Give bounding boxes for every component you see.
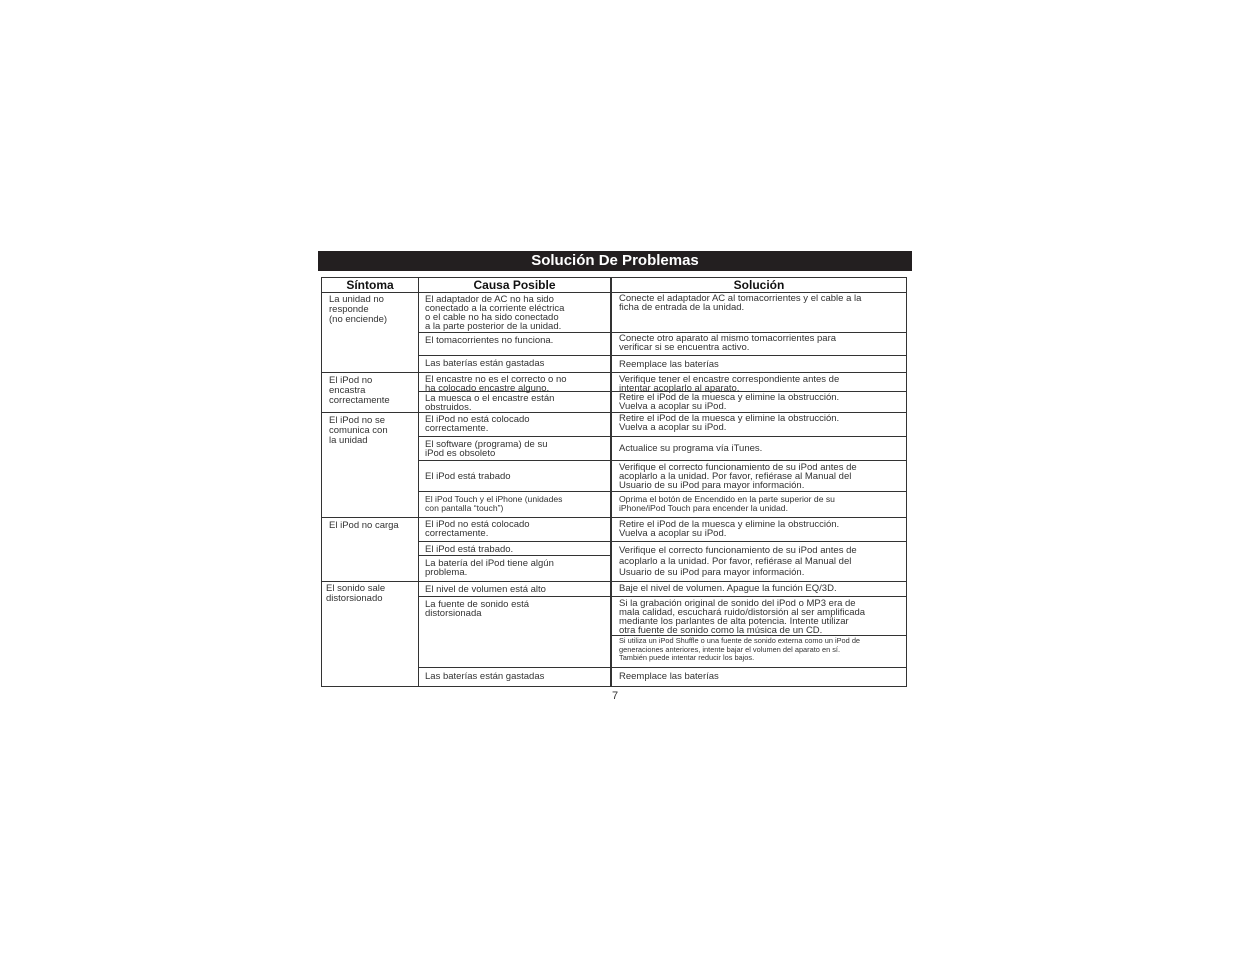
solution-text: Si la grabación original de sonido del iPod o MP3 era de mala calidad, escuchará ruido/distorsión al ser amplificada mediante los parlantes de alta potencia. Intente utilizar otra fuente de sonido como la música de un CD. [619,598,866,636]
cause-text: La fuente de sonido está distorsionada [425,599,530,619]
solution-text: Conecte otro aparato al mismo tomacorrientes para verificar si se encuentra activo. [619,333,837,353]
solution-text: Conecte el adaptador AC al tomacorrientes y el cable a la ficha de entrada de la unidad. [619,293,862,313]
header-solution: Solución [733,278,785,292]
cause-text: Las baterías están gastadas [425,358,545,369]
cause-text: El encastre no es el correcto o no ha colocado encastre alguno. [425,374,567,394]
cause-text: El iPod Touch y el iPhone (unidades con pantalla “touch”) [425,494,563,513]
solution-text: Verifique tener el encastre correspondiente antes de intentar acoplarlo al aparato. [619,374,840,394]
cause-text: El tomacorrientes no funciona. [425,335,554,346]
cause-text: El adaptador de AC no ha sido conectado a la corriente eléctrica o el cable no ha sido conectado a la parte posterior de la unidad. [425,294,565,332]
cause-text: Las baterías están gastadas [425,671,545,682]
cause-text: El nivel de volumen está alto [425,584,546,595]
solution-text: Verifique el correcto funcionamiento de su iPod antes de acoplarlo a la unidad. Por favor, refiérase al Manual del Usuario de su iPod para mayor información. [619,545,857,578]
cause-text: El iPod no está colocado correctamente. [425,414,530,434]
solution-text: Baje el nivel de volumen. Apague la función EQ/3D. [619,583,837,594]
symptom-text: La unidad no responde (no enciende) [329,294,388,325]
cause-text: La muesca o el encastre están obstruidos. [425,393,555,413]
symptom-text: El iPod no encastra correctamente [329,375,390,406]
page-number: 7 [611,690,619,702]
solution-text: Reemplace las baterías [619,359,719,370]
solution-text: Oprima el botón de Encendido en la parte superior de su iPhone/iPod Touch para encender la unidad. [619,494,835,513]
symptom-text: El iPod no se comunica con la unidad [329,415,388,446]
header-cause: Causa Posible [473,278,556,292]
solution-text: Reemplace las baterías [619,671,719,682]
troubleshooting-table [321,277,907,687]
symptom-text: El sonido sale distorsionado [326,583,386,604]
solution-text: Retire el iPod de la muesca y elimine la obstrucción. Vuelva a acoplar su iPod. [619,519,840,539]
section-title-banner: Solución De Problemas [318,251,912,271]
cause-text: La batería del iPod tiene algún problema. [425,558,554,578]
solution-text-small: Si utiliza un iPod Shuffle o una fuente de sonido externa como un iPod de generaciones anteriores, intente bajar el volumen del aparato en sí. También puede intentar reducir los bajos. [619,636,861,662]
cause-text: El iPod no está colocado correctamente. [425,519,530,539]
solution-text: Retire el iPod de la muesca y elimine la obstrucción. Vuelva a acoplar su iPod. [619,392,840,412]
solution-text: Actualice su programa vía iTunes. [619,443,763,454]
header-symptom: Síntoma [346,278,394,292]
cause-text: El iPod está trabado [425,471,511,482]
solution-text: Retire el iPod de la muesca y elimine la obstrucción. Vuelva a acoplar su iPod. [619,413,840,433]
cause-text: El software (programa) de su iPod es obsoleto [425,439,548,459]
solution-text: Verifique el correcto funcionamiento de su iPod antes de acoplarlo a la unidad. Por favor, refiérase al Manual del Usuario de su iPod para mayor información. [619,462,857,491]
symptom-text: El iPod no carga [329,520,399,531]
cause-text: El iPod está trabado. [425,544,514,555]
